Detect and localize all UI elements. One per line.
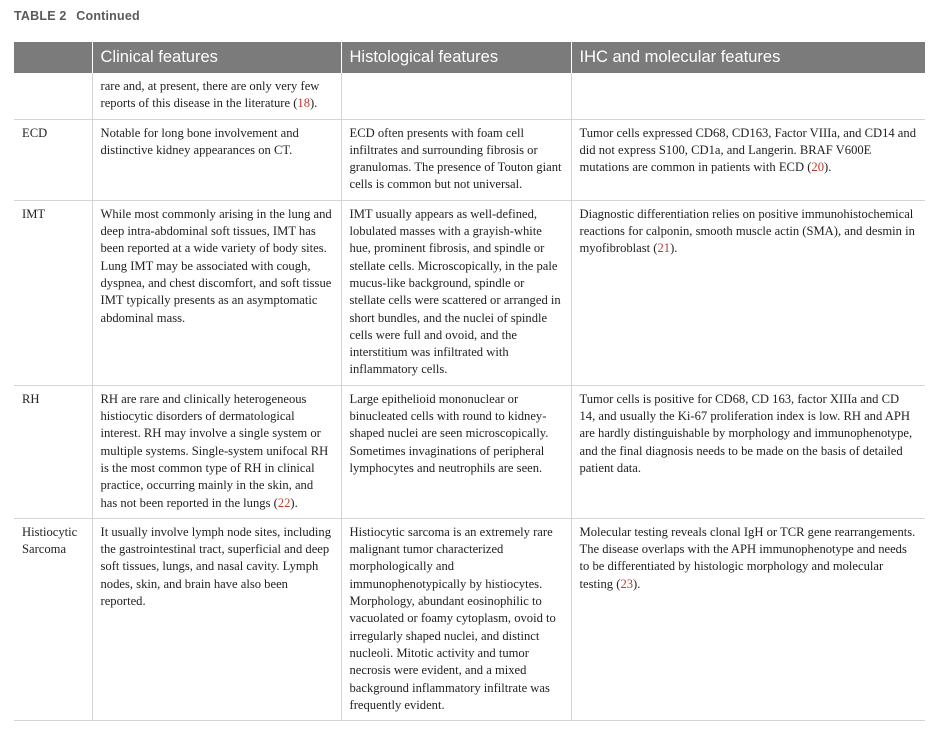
cell-text: Large epithelioid mononuclear or binucleated cells with round to kidney-shaped nuclei are seen microscopically. Sometimes invaginations of peripheral lymphocytes and neutrophils are seen.	[349, 391, 549, 475]
row-label: ECD	[14, 119, 92, 200]
cell-clinical	[92, 119, 341, 200]
row-label: IMT	[14, 200, 92, 385]
cell-text: RH are rare and clinically heterogeneous histiocytic disorders of dermatological interest. RH may involve a single system or multiple systems. Single-system unifocal RH is the most common type of RH in clinical practice, occurring mainly in the skin, and has not been reported in the lungs (	[100, 391, 329, 510]
cell-histological	[341, 200, 571, 385]
row-label: RH	[14, 385, 92, 518]
cell-ihc	[571, 200, 925, 385]
cell-histological	[341, 518, 571, 720]
cell-histological	[341, 119, 571, 200]
reference-link[interactable]: 18	[297, 96, 310, 111]
cell-text: Tumor cells is positive for CD68, CD 163, factor XIIIa and CD 14, and usually the Ki-67 proliferation index is low. RH and APH are hardly distinguishable by morphology and immunophenotype, and the final diagnosis needs to be made on the basis of detailed patient data.	[579, 391, 913, 475]
column-header-histological: Histological features	[341, 42, 571, 73]
cell-clinical	[92, 385, 341, 518]
cell-text-end: ).	[290, 495, 298, 510]
table-row	[14, 518, 925, 720]
row-label	[14, 73, 92, 119]
cell-histological	[341, 385, 571, 518]
table-row	[14, 119, 925, 200]
cell-ihc	[571, 518, 925, 720]
cell-ihc	[571, 119, 925, 200]
cell-text-end: ).	[309, 96, 318, 111]
table-row	[14, 200, 925, 385]
cell-text: rare and, at present, there are only very few reports of this disease in the literature (	[100, 79, 320, 111]
reference-link[interactable]: 21	[657, 241, 671, 256]
table-caption-suffix: Continued	[76, 9, 140, 23]
cell-text: Molecular testing reveals clonal IgH or TCR gene rearrangements. The disease overlaps with the APH immunophenotype and needs to be differentiated by histologic morphology and molecular testing (	[579, 524, 916, 591]
reference-link[interactable]: 22	[277, 495, 291, 510]
reference-link[interactable]: 20	[811, 160, 824, 175]
column-header-entity	[14, 42, 92, 73]
cell-text: Diagnostic differentiation relies on positive immunohistochemical reactions for calponin, smooth muscle actin (SMA), and desmin in myofibroblast (	[579, 206, 915, 256]
reference-link[interactable]: 23	[620, 576, 634, 591]
table-caption-label: TABLE 2	[14, 9, 67, 23]
cell-text-end: ).	[633, 576, 641, 591]
cell-text: Tumor cells expressed CD68, CD163, Factor VIIIa, and CD14 and did not express S100, CD1a, and Langerin. BRAF V600E mutations are common in patients with ECD (	[579, 125, 916, 175]
cell-clinical	[92, 73, 341, 119]
row-label: Histiocytic Sarcoma	[14, 518, 92, 720]
table-caption	[14, 9, 140, 23]
data-table	[14, 42, 925, 721]
table-row	[14, 73, 925, 119]
cell-histological	[341, 73, 571, 119]
cell-ihc	[571, 73, 925, 119]
cell-text: IMT usually appears as well-defined, lobulated masses with a grayish-white hue, prominent fibrosis, and spindle or stellate cells. Microscopically, in the pale mucus-like background, spindle or stellate cells were scattered or arranged in short bundles, and the nuclei of spindle cells were full and ovoid, and the interstitium was infiltrated with inflammatory cells.	[349, 206, 561, 377]
cell-text: It usually involve lymph node sites, including the gastrointestinal tract, superficial and deep soft tissues, lungs, and nasal cavity. Lymph nodes, skin, and brain have also been reported.	[100, 524, 332, 609]
cell-clinical	[92, 518, 341, 720]
cell-text: Notable for long bone involvement and distinctive kidney appearances on CT.	[100, 125, 299, 157]
column-header-clinical: Clinical features	[92, 42, 341, 73]
header-row	[14, 42, 925, 73]
table-row	[14, 385, 925, 518]
cell-text-end: ).	[670, 241, 678, 256]
cell-text: While most commonly arising in the lung and deep intra-abdominal soft tissues, IMT has been reported at a wide variety of body sites. Lung IMT may be associated with cough, dyspnea, and chest discomfort, and soft tissue IMT typically presents as an asymptomatic abdominal mass.	[100, 206, 332, 325]
cell-clinical	[92, 200, 341, 385]
column-header-ihc: IHC and molecular features	[571, 42, 925, 73]
cell-text: ECD often presents with foam cell infiltrates and surrounding fibrosis or granulomas. The presence of Touton giant cells is common but not universal.	[349, 125, 562, 192]
cell-text: Histiocytic sarcoma is an extremely rare malignant tumor characterized morphologically and immunophenotypically by histiocytes. Morphology, abundant eosinophilic to vacuolated or foamy cytoplasm, ovoid to irregularly shaped nuclei, and distinct nucleoli. Mitotic activity and tumor necrosis were evident, and a mixed background inflammatory infiltrate was frequently evident.	[349, 524, 556, 712]
cell-ihc	[571, 385, 925, 518]
cell-text-end: ).	[824, 160, 832, 175]
